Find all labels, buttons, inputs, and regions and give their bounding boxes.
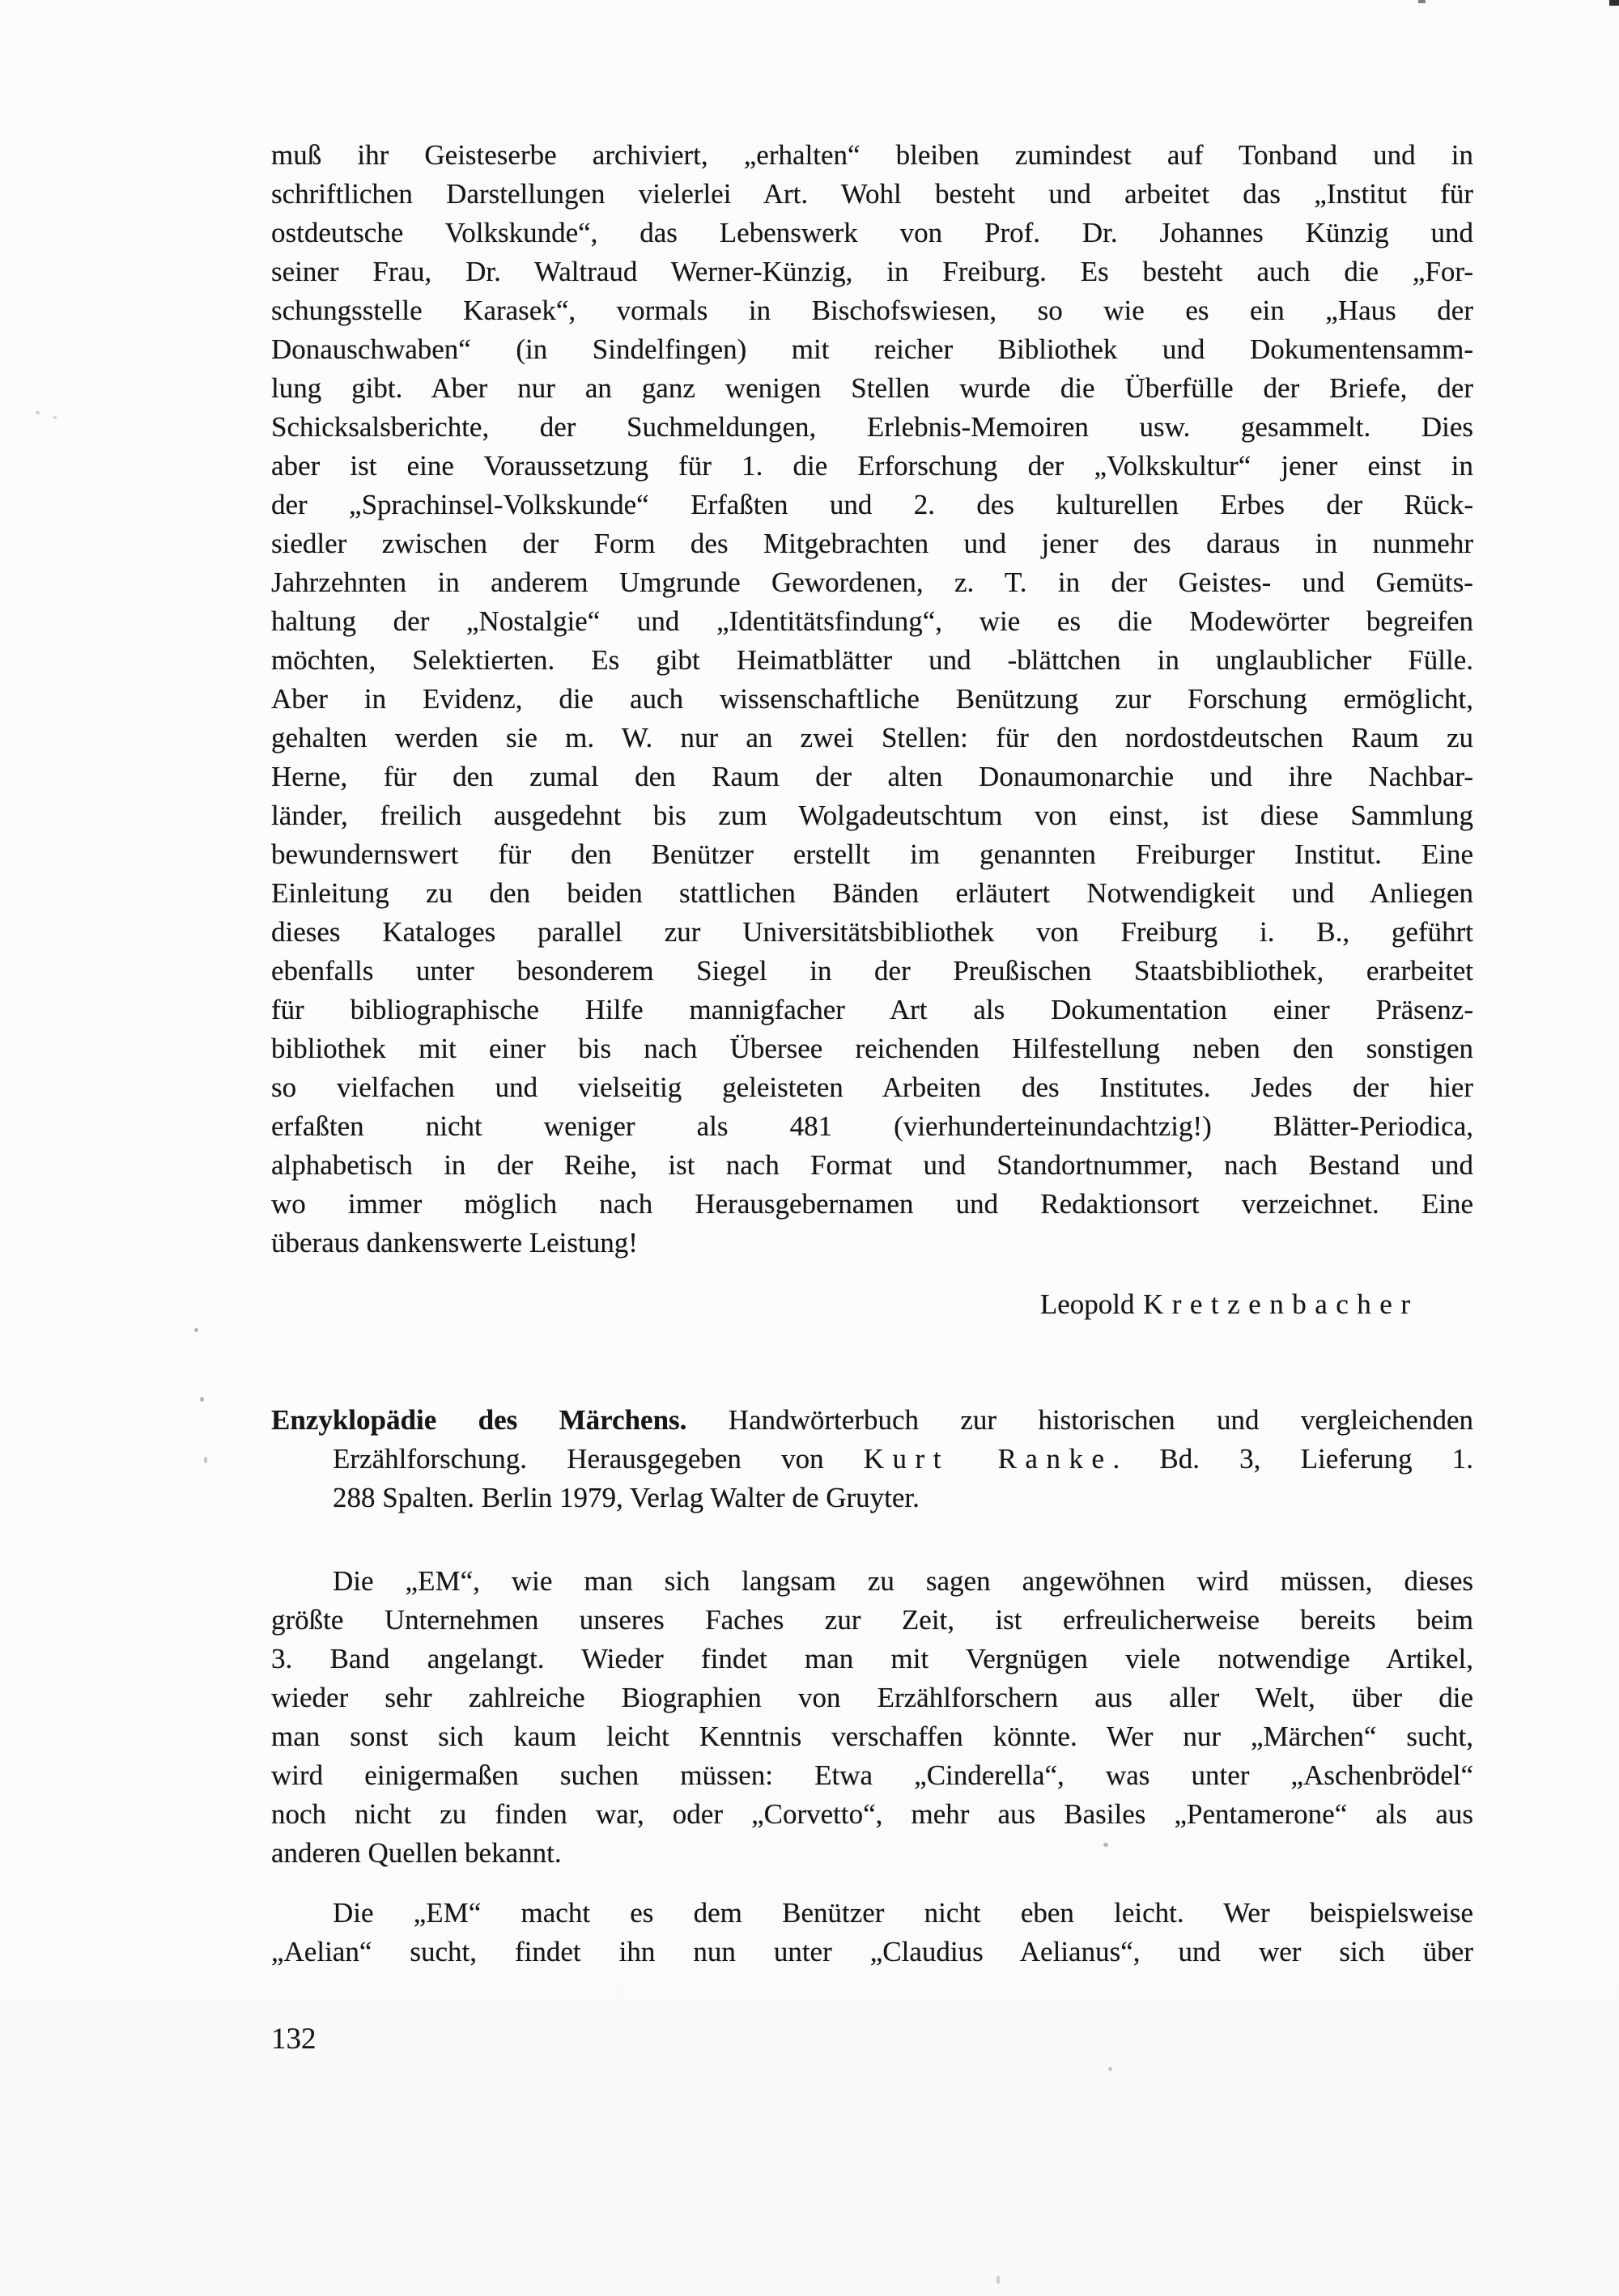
scan-speck: [36, 411, 40, 414]
text-line: Einleitung zu den beiden stattlichen Bänden erläutert Notwendigkeit und Anliegen: [271, 877, 1473, 909]
text-line: bewundernswert für den Benützer erstellt im genannten Freiburger Institut. Eine: [271, 838, 1473, 870]
text-line: schungsstelle Karasek“, vormals in Bischofswiesen, so wie es ein „Haus der: [271, 295, 1473, 326]
paragraph-continuation: [271, 136, 1473, 1263]
scan-edge-mark: [1418, 0, 1426, 3]
text-line: 3. Band angelangt. Wieder findet man mit Vergnügen viele notwendige Artikel,: [271, 1643, 1473, 1674]
author-attribution: [271, 1285, 1473, 1324]
text-line: wo immer möglich nach Herausgebernamen und Redaktionsort verzeichnet. Eine: [271, 1188, 1473, 1220]
text-line: Die „EM“, wie man sich langsam zu sagen angewöhnen wird müssen, dieses: [333, 1565, 1473, 1597]
text-line: Die „EM“ macht es dem Benützer nicht eben leicht. Wer beispielsweise: [333, 1897, 1473, 1929]
text-line: für bibliographische Hilfe mannigfacher Art als Dokumentation einer Präsenz-: [271, 994, 1473, 1025]
text-line: ostdeutsche Volkskunde“, das Lebenswerk von Prof. Dr. Johannes Künzig und: [271, 217, 1473, 248]
text-line: lung gibt. Aber nur an ganz wenigen Stellen wurde die Überfülle der Briefe, der: [271, 372, 1473, 404]
scan-speck: [194, 1328, 198, 1332]
scan-edge-mark: [1609, 0, 1619, 6]
scan-speck: [204, 1457, 207, 1463]
paragraph-review-1: [271, 1562, 1473, 1873]
text-line: überaus dankenswerte Leistung!: [271, 1227, 638, 1258]
text-line: anderen Quellen bekannt.: [271, 1837, 562, 1869]
text-line: wird einigermaßen suchen müssen: Etwa „Cinderella“, was unter „Aschenbrödel“: [271, 1759, 1473, 1791]
heading-line-1: [271, 1401, 1473, 1440]
author-first-name: Leopold: [1039, 1288, 1135, 1320]
text-line: bibliothek mit einer bis nach Übersee reichenden Hilfestellung neben den sonstigen: [271, 1033, 1473, 1064]
book-subtitle: Handwörterbuch zur historischen und vergleichenden: [686, 1404, 1473, 1436]
text-line: haltung der „Nostalgie“ und „Identitätsfindung“, wie es die Modewörter begreifen: [271, 605, 1473, 637]
text-block: [271, 136, 1473, 1971]
text-line: muß ihr Geisteserbe archiviert, „erhalten“ bleiben zumindest auf Tonband und in: [271, 139, 1473, 171]
text-line: siedler zwischen der Form des Mitgebrachten und jener des daraus in nunmehr: [271, 528, 1473, 559]
text-line: dieses Kataloges parallel zur Universitätsbibliothek von Freiburg i. B., geführt: [271, 916, 1473, 948]
scan-speck: [996, 2276, 1000, 2284]
text-line: schriftlichen Darstellungen vielerlei Art. Wohl besteht und arbeitet das „Institut für: [271, 178, 1473, 210]
text-line: erfaßten nicht weniger als 481 (vierhunderteinundachtzig!) Blätter-Periodica,: [271, 1110, 1473, 1142]
text-line: man sonst sich kaum leicht Kenntnis verschaffen könnte. Wer nur „Märchen“ sucht,: [271, 1721, 1473, 1752]
editor-name: Kurt Ranke: [863, 1443, 1113, 1475]
book-title: Enzyklopädie des Märchens.: [271, 1404, 687, 1436]
text-line: so vielfachen und vielseitig geleisteten Arbeiten des Institutes. Jedes der hier: [271, 1072, 1473, 1103]
text-line: noch nicht zu finden war, oder „Corvetto“, mehr aus Basiles „Pentamerone“ als aus: [271, 1798, 1473, 1830]
text-line: gehalten werden sie m. W. nur an zwei Stellen: für den nordostdeutschen Raum zu: [271, 722, 1473, 753]
text-line: ebenfalls unter besonderem Siegel in der Preußischen Staatsbibliothek, erarbeitet: [271, 955, 1473, 987]
text-line: Herne, für den zumal den Raum der alten Donaumonarchie und ihre Nachbar-: [271, 761, 1473, 792]
text-line: seiner Frau, Dr. Waltraud Werner-Künzig, in Freiburg. Es besteht auch die „For-: [271, 256, 1473, 287]
text-line: wieder sehr zahlreiche Biographien von Erzählforschern aus aller Welt, über die: [271, 1682, 1473, 1713]
text-line: Schicksalsberichte, der Suchmeldungen, Erlebnis-Memoiren usw. gesammelt. Dies: [271, 411, 1473, 443]
text-line: alphabetisch in der Reihe, ist nach Format und Standortnummer, nach Bestand und: [271, 1149, 1473, 1181]
text-line: der „Sprachinsel-Volkskunde“ Erfaßten und 2. des kulturellen Erbes der Rück-: [271, 489, 1473, 520]
text-line: möchten, Selektierten. Es gibt Heimatblätter und -blättchen in unglaublicher Fülle.: [271, 644, 1473, 676]
scan-speck: [53, 416, 57, 419]
text-line: länder, freilich ausgedehnt bis zum Wolgadeutschtum von einst, ist diese Sammlung: [271, 800, 1473, 831]
book-review-heading: [271, 1401, 1473, 1517]
heading-line-2: [333, 1440, 1473, 1479]
paragraph-review-2: [271, 1894, 1473, 1971]
scan-speck: [1103, 1843, 1108, 1847]
page-number: 132: [271, 2022, 317, 2056]
heading-line-3: 288 Spalten. Berlin 1979, Verlag Walter de Gruyter.: [333, 1482, 920, 1513]
text-line: größte Unternehmen unseres Faches zur Zeit, ist erfreulicherweise bereits beim: [271, 1604, 1473, 1636]
heading-volume-info: . Bd. 3, Lieferung 1.: [1112, 1443, 1473, 1475]
scan-speck: [200, 1397, 204, 1402]
text-line: aber ist eine Voraussetzung für 1. die Erforschung der „Volkskultur“ jener einst in: [271, 450, 1473, 482]
scan-speck: [1108, 2067, 1112, 2071]
text-line: Donauschwaben“ (in Sindelfingen) mit reicher Bibliothek und Dokumentensamm-: [271, 333, 1473, 365]
text-line: Jahrzehnten in anderem Umgrunde Gewordenen, z. T. in der Geistes- und Gemüts-: [271, 567, 1473, 598]
text-line: Aber in Evidenz, die auch wissenschaftliche Benützung zur Forschung ermöglicht,: [271, 683, 1473, 715]
author-last-name: Kretzenbacher: [1142, 1288, 1419, 1320]
heading-editor-prefix: Erzählforschung. Herausgegeben von: [333, 1443, 864, 1475]
text-line: „Aelian“ sucht, findet ihn nun unter „Claudius Aelianus“, und wer sich über: [271, 1936, 1473, 1967]
